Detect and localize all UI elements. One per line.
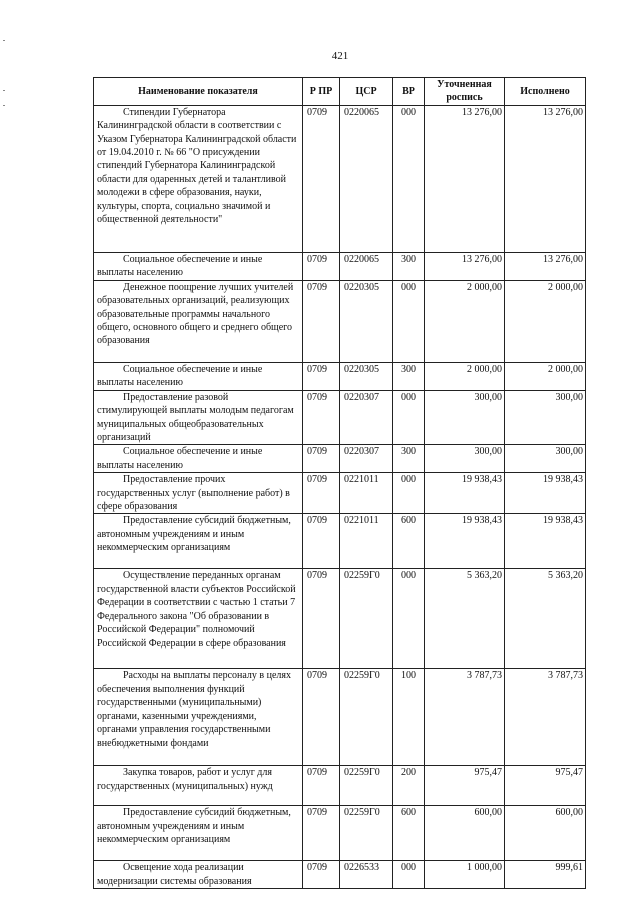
row-csr: 0220065	[340, 252, 393, 280]
table-row	[94, 473, 586, 514]
row-executed: 13 276,00	[505, 252, 586, 280]
row-vr: 600	[393, 514, 425, 569]
row-name: Освещение хода реализации модернизации системы образования	[94, 861, 303, 889]
row-name: Денежное поощрение лучших учителей образовательных организаций, реализующих образовательные программы начального общего, основного общего и среднего общего образования	[94, 280, 303, 362]
row-planned: 300,00	[425, 445, 505, 473]
row-name: Предоставление субсидий бюджетным, автономным учреждениям и иным некоммерческим организациям	[94, 806, 303, 861]
row-name: Социальное обеспечение и иные выплаты населению	[94, 445, 303, 473]
row-rpr: 0709	[303, 445, 340, 473]
row-vr: 000	[393, 280, 425, 362]
column-header-vr: ВР	[393, 78, 425, 106]
row-executed: 975,47	[505, 766, 586, 806]
row-vr: 000	[393, 105, 425, 252]
row-planned: 2 000,00	[425, 362, 505, 390]
row-rpr: 0709	[303, 280, 340, 362]
table-row	[94, 766, 586, 806]
row-executed: 999,61	[505, 861, 586, 889]
row-name: Расходы на выплаты персоналу в целях обеспечения выполнения функций государственными (муниципальными) органами, казенными учреждениями, органами управления государственными внебюджетными фондами	[94, 669, 303, 766]
column-header-name: Наименование показателя	[94, 78, 303, 106]
row-executed: 2 000,00	[505, 280, 586, 362]
row-planned: 975,47	[425, 766, 505, 806]
table-row	[94, 669, 586, 766]
row-csr: 0226533	[340, 861, 393, 889]
column-header-planned: Уточненная роспись	[425, 78, 505, 106]
row-csr: 02259Г0	[340, 569, 393, 669]
row-csr: 02259Г0	[340, 806, 393, 861]
row-planned: 19 938,43	[425, 514, 505, 569]
scan-mark	[3, 105, 5, 106]
row-name: Предоставление прочих государственных услуг (выполнение работ) в сфере образования	[94, 473, 303, 514]
column-header-rpr: Р ПР	[303, 78, 340, 106]
row-csr: 0220305	[340, 280, 393, 362]
table-row	[94, 569, 586, 669]
row-vr: 300	[393, 252, 425, 280]
row-rpr: 0709	[303, 766, 340, 806]
column-header-executed: Исполнено	[505, 78, 586, 106]
scan-mark	[3, 90, 5, 91]
table-row	[94, 806, 586, 861]
row-planned: 2 000,00	[425, 280, 505, 362]
row-vr: 000	[393, 390, 425, 445]
row-name: Социальное обеспечение и иные выплаты населению	[94, 362, 303, 390]
row-csr: 0220307	[340, 390, 393, 445]
row-name: Осуществление переданных органам государственной власти субъектов Российской Федерации в соответствии с частью 1 статьи 7 Федерального закона "Об образовании в Российской Федерации" полномочий Российской Федерации в сфере образования	[94, 569, 303, 669]
row-vr: 000	[393, 569, 425, 669]
row-csr: 0220065	[340, 105, 393, 252]
row-executed: 5 363,20	[505, 569, 586, 669]
row-planned: 13 276,00	[425, 105, 505, 252]
row-executed: 13 276,00	[505, 105, 586, 252]
budget-table	[93, 77, 586, 889]
row-rpr: 0709	[303, 105, 340, 252]
row-executed: 3 787,73	[505, 669, 586, 766]
row-executed: 19 938,43	[505, 473, 586, 514]
row-rpr: 0709	[303, 473, 340, 514]
column-header-csr: ЦСР	[340, 78, 393, 106]
row-name: Социальное обеспечение и иные выплаты населению	[94, 252, 303, 280]
row-vr: 200	[393, 766, 425, 806]
table-row	[94, 105, 586, 252]
row-vr: 300	[393, 445, 425, 473]
row-csr: 0221011	[340, 473, 393, 514]
row-rpr: 0709	[303, 390, 340, 445]
row-name: Предоставление субсидий бюджетным, автономным учреждениям и иным некоммерческим организациям	[94, 514, 303, 569]
scan-mark	[3, 40, 5, 41]
row-name: Стипендии Губернатора Калининградской области в соответствии с Указом Губернатора Калининградской области от 19.04.2010 г. № 66 "О присуждении стипендий Губернатора Калининградской области для одаренных детей и талантливой молодежи в сфере образования, науки, культуры, спорта, социально значимой и общественной деятельности"	[94, 105, 303, 252]
row-rpr: 0709	[303, 861, 340, 889]
row-planned: 3 787,73	[425, 669, 505, 766]
table-row	[94, 514, 586, 569]
row-executed: 300,00	[505, 445, 586, 473]
page-number: 421	[331, 50, 349, 62]
row-planned: 600,00	[425, 806, 505, 861]
row-vr: 300	[393, 362, 425, 390]
table-row	[94, 362, 586, 390]
row-planned: 1 000,00	[425, 861, 505, 889]
row-executed: 19 938,43	[505, 514, 586, 569]
row-csr: 02259Г0	[340, 669, 393, 766]
row-planned: 300,00	[425, 390, 505, 445]
row-vr: 000	[393, 473, 425, 514]
row-executed: 2 000,00	[505, 362, 586, 390]
row-csr: 0220305	[340, 362, 393, 390]
row-vr: 100	[393, 669, 425, 766]
row-rpr: 0709	[303, 669, 340, 766]
row-rpr: 0709	[303, 806, 340, 861]
row-csr: 0220307	[340, 445, 393, 473]
table-header-row	[94, 78, 586, 106]
row-planned: 5 363,20	[425, 569, 505, 669]
row-planned: 13 276,00	[425, 252, 505, 280]
row-name: Закупка товаров, работ и услуг для государственных (муниципальных) нужд	[94, 766, 303, 806]
row-rpr: 0709	[303, 569, 340, 669]
row-vr: 600	[393, 806, 425, 861]
row-rpr: 0709	[303, 252, 340, 280]
table-row	[94, 861, 586, 889]
table-row	[94, 280, 586, 362]
row-rpr: 0709	[303, 362, 340, 390]
row-executed: 300,00	[505, 390, 586, 445]
table-row	[94, 445, 586, 473]
row-rpr: 0709	[303, 514, 340, 569]
row-name: Предоставление разовой стимулирующей выплаты молодым педагогам муниципальных общеобразовательных организаций	[94, 390, 303, 445]
table-row	[94, 390, 586, 445]
table-row	[94, 252, 586, 280]
row-planned: 19 938,43	[425, 473, 505, 514]
row-csr: 02259Г0	[340, 766, 393, 806]
row-vr: 000	[393, 861, 425, 889]
row-executed: 600,00	[505, 806, 586, 861]
row-csr: 0221011	[340, 514, 393, 569]
